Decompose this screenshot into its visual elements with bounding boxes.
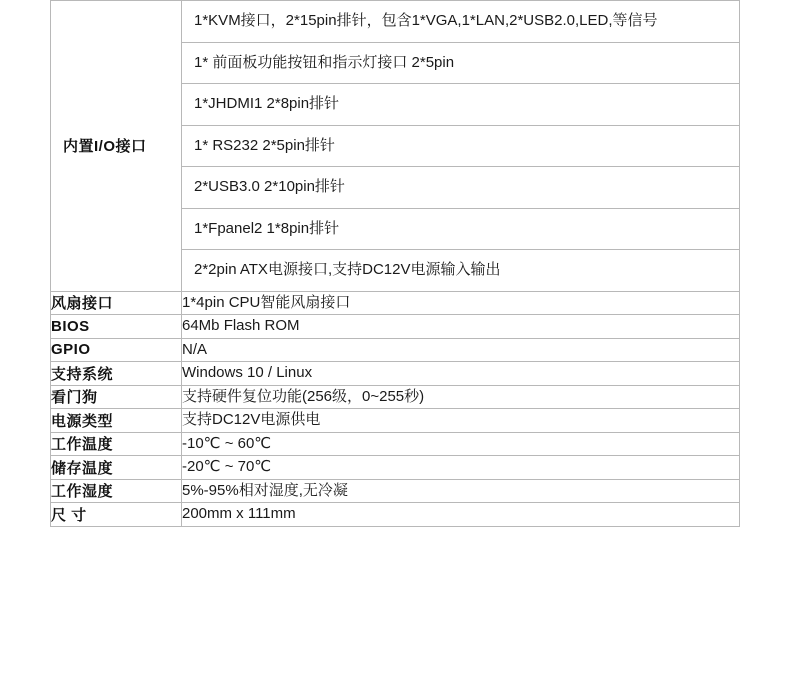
row-value-bios: 64Mb Flash ROM — [182, 315, 740, 339]
table-row — [51, 291, 740, 315]
row-value-gpio: N/A — [182, 338, 740, 362]
row-label-power-type: 电源类型 — [51, 409, 182, 433]
io-item-usb30: 2*USB3.0 2*10pin排针 — [182, 167, 739, 209]
list-item — [182, 167, 739, 209]
table-row — [51, 1, 740, 292]
row-value-watchdog: 支持硬件复位功能(256级，0~255秒) — [182, 385, 740, 409]
table-row — [51, 456, 740, 480]
row-value-storage-temperature: -20℃ ~ 70℃ — [182, 456, 740, 480]
list-item — [182, 208, 739, 250]
row-value-operating-humidity: 5%-95%相对湿度,无冷凝 — [182, 479, 740, 503]
io-item-atx-power: 2*2pin ATX电源接口,支持DC12V电源输入输出 — [182, 250, 739, 291]
io-item-rs232: 1* RS232 2*5pin排针 — [182, 125, 739, 167]
row-label-operating-temperature: 工作温度 — [51, 432, 182, 456]
row-label-dimensions: 尺 寸 — [51, 503, 182, 527]
io-item-kvm: 1*KVM接口，2*15pin排针，包含1*VGA,1*LAN,2*USB2.0,LED,等信号 — [182, 1, 739, 42]
row-value-os: Windows 10 / Linux — [182, 362, 740, 386]
table-row — [51, 338, 740, 362]
io-section-values — [182, 1, 740, 292]
row-label-bios: BIOS — [51, 315, 182, 339]
io-section-label: 内置I/O接口 — [63, 138, 147, 156]
list-item — [182, 84, 739, 126]
table-row — [51, 479, 740, 503]
row-value-power-type: 支持DC12V电源供电 — [182, 409, 740, 433]
row-label-gpio: GPIO — [51, 338, 182, 362]
io-sub-table — [182, 1, 739, 291]
list-item — [182, 42, 739, 84]
row-label-os: 支持系统 — [51, 362, 182, 386]
row-label-operating-humidity: 工作湿度 — [51, 479, 182, 503]
specification-table-container — [50, 0, 740, 527]
table-row — [51, 503, 740, 527]
list-item — [182, 1, 739, 42]
table-row — [51, 432, 740, 456]
list-item — [182, 250, 739, 291]
row-label-watchdog: 看门狗 — [51, 385, 182, 409]
io-item-jhdmi1: 1*JHDMI1 2*8pin排针 — [182, 84, 739, 126]
specification-table — [50, 0, 740, 527]
row-value-dimensions: 200mm x 111mm — [182, 503, 740, 527]
table-row — [51, 362, 740, 386]
io-item-fpanel2: 1*Fpanel2 1*8pin排针 — [182, 208, 739, 250]
row-value-operating-temperature: -10℃ ~ 60℃ — [182, 432, 740, 456]
row-label-fan: 风扇接口 — [51, 291, 182, 315]
table-row — [51, 385, 740, 409]
io-item-front-panel: 1* 前面板功能按钮和指示灯接口 2*5pin — [182, 42, 739, 84]
row-label-storage-temperature: 储存温度 — [51, 456, 182, 480]
row-label-io — [51, 1, 182, 292]
row-value-fan: 1*4pin CPU智能风扇接口 — [182, 291, 740, 315]
list-item — [182, 125, 739, 167]
table-row — [51, 315, 740, 339]
table-row — [51, 409, 740, 433]
